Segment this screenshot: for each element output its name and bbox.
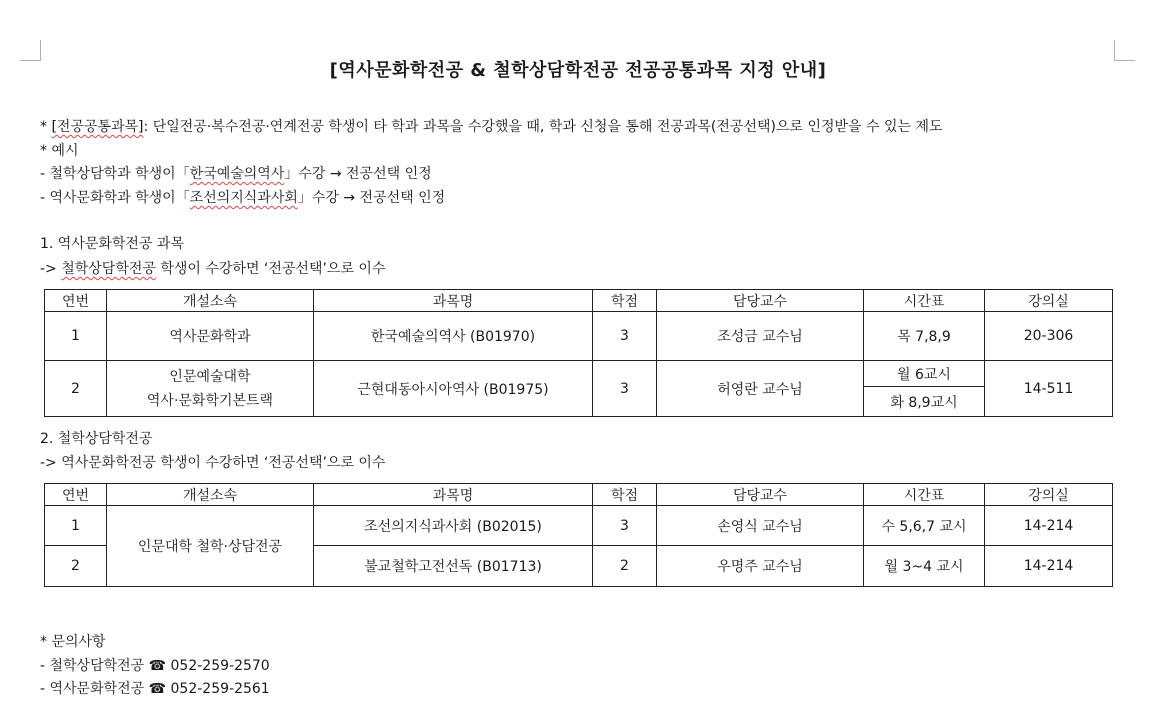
col-header-professor: 담당교수 <box>657 290 864 312</box>
cell-dept <box>107 361 314 417</box>
cell-course: 조선의지식과사회 (B02015) <box>314 506 593 546</box>
example-line-2 <box>40 188 445 208</box>
cell-dept: 인문대학 철학·상담전공 <box>107 506 314 587</box>
example-course: 조선의지식과사회 <box>189 190 298 206</box>
cell-schedule: 수 5,6,7 교시 <box>864 506 985 546</box>
table-header-row <box>45 290 1113 312</box>
definition-term: [전공공통과목] <box>51 119 144 135</box>
col-header-schedule: 시간표 <box>864 484 985 506</box>
phone-number: 052-259-2561 <box>166 681 270 697</box>
contact-dept: - 역사문화학전공 <box>40 681 149 697</box>
col-header-professor: 담당교수 <box>657 484 864 506</box>
cell-no: 1 <box>45 312 107 361</box>
course-table-history <box>44 289 1113 417</box>
contact-dept: - 철학상담학전공 <box>40 658 149 674</box>
note-text: 학생이 수강하면 ‘전공선택’으로 이수 <box>155 261 386 277</box>
cell-credit: 3 <box>593 506 657 546</box>
cell-no: 2 <box>45 546 107 587</box>
col-header-room: 강의실 <box>985 290 1113 312</box>
col-header-no: 연번 <box>45 290 107 312</box>
col-header-dept: 개설소속 <box>107 290 314 312</box>
example-line-1 <box>40 164 432 184</box>
cell-schedule-2: 화 8,9교시 <box>864 387 985 417</box>
cell-no: 2 <box>45 361 107 417</box>
cell-room: 14-214 <box>985 546 1113 587</box>
col-header-schedule: 시간표 <box>864 290 985 312</box>
cell-schedule: 월 3~4 교시 <box>864 546 985 587</box>
section1-heading: 1. 역사문화학전공 과목 <box>40 236 184 252</box>
col-header-credit: 학점 <box>593 484 657 506</box>
col-header-room: 강의실 <box>985 484 1113 506</box>
cell-course: 불교철학고전선독 (B01713) <box>314 546 593 587</box>
cell-professor: 조성금 교수님 <box>657 312 864 361</box>
cell-professor: 허영란 교수님 <box>657 361 864 417</box>
col-header-course: 과목명 <box>314 484 593 506</box>
cell-course: 한국예술의역사 (B01970) <box>314 312 593 361</box>
example-label: * 예시 <box>40 143 79 159</box>
section1-note <box>40 259 385 279</box>
table-header-row <box>45 484 1113 506</box>
example-course: 한국예술의역사 <box>189 166 285 182</box>
cell-schedule: 목 7,8,9 <box>864 312 985 361</box>
phone-number: 052-259-2570 <box>166 658 270 674</box>
cell-professor: 우명주 교수님 <box>657 546 864 587</box>
example-text: 」수강 → 전공선택 인정 <box>297 190 446 206</box>
section2-note: -> 역사문화학전공 학생이 수강하면 ‘전공선택’으로 이수 <box>40 455 386 471</box>
example-text: - 역사문화학과 학생이「 <box>40 190 190 206</box>
course-table-philosophy <box>44 483 1113 587</box>
contact-label: * 문의사항 <box>40 634 106 650</box>
document-title: [역사문화학전공 & 철학상담학전공 전공공통과목 지정 안내] <box>329 60 827 81</box>
major-name: 철학상담학전공 <box>61 261 156 277</box>
section2-heading: 2. 철학상담학전공 <box>40 431 153 447</box>
dept-line-2: 역사·문화학기본트랙 <box>146 392 274 409</box>
table-row <box>45 312 1113 361</box>
col-header-no: 연번 <box>45 484 107 506</box>
cell-room: 14-214 <box>985 506 1113 546</box>
dept-line-1: 인문예술대학 <box>169 368 251 385</box>
cell-room: 14-511 <box>985 361 1113 417</box>
cell-credit: 3 <box>593 312 657 361</box>
example-text: 」수강 → 전공선택 인정 <box>284 166 432 182</box>
cell-course: 근현대동아시아역사 (B01975) <box>314 361 593 417</box>
telephone-icon: ☎ <box>148 681 167 697</box>
arrow-text: -> <box>40 261 62 277</box>
definition-text: : 단일전공·복수전공·연계전공 학생이 타 학과 과목을 수강했을 때, 학과 신청을 통해 전공과목(전공선택)으로 인정받을 수 있는 제도 <box>143 119 943 135</box>
cell-schedule-1: 월 6교시 <box>864 361 985 387</box>
table-row <box>45 506 1113 546</box>
table-row <box>45 361 1113 387</box>
cell-dept: 역사문화학과 <box>107 312 314 361</box>
telephone-icon: ☎ <box>148 658 167 674</box>
col-header-credit: 학점 <box>593 290 657 312</box>
cell-no: 1 <box>45 506 107 546</box>
cell-professor: 손영식 교수님 <box>657 506 864 546</box>
col-header-dept: 개설소속 <box>107 484 314 506</box>
cell-credit: 3 <box>593 361 657 417</box>
contact-line-history <box>40 679 270 699</box>
cell-credit: 2 <box>593 546 657 587</box>
bullet: * <box>40 119 52 135</box>
definition-line <box>40 117 943 137</box>
cell-room: 20-306 <box>985 312 1113 361</box>
contact-line-philosophy <box>40 656 270 676</box>
col-header-course: 과목명 <box>314 290 593 312</box>
example-text: - 철학상담학과 학생이「 <box>40 166 190 182</box>
